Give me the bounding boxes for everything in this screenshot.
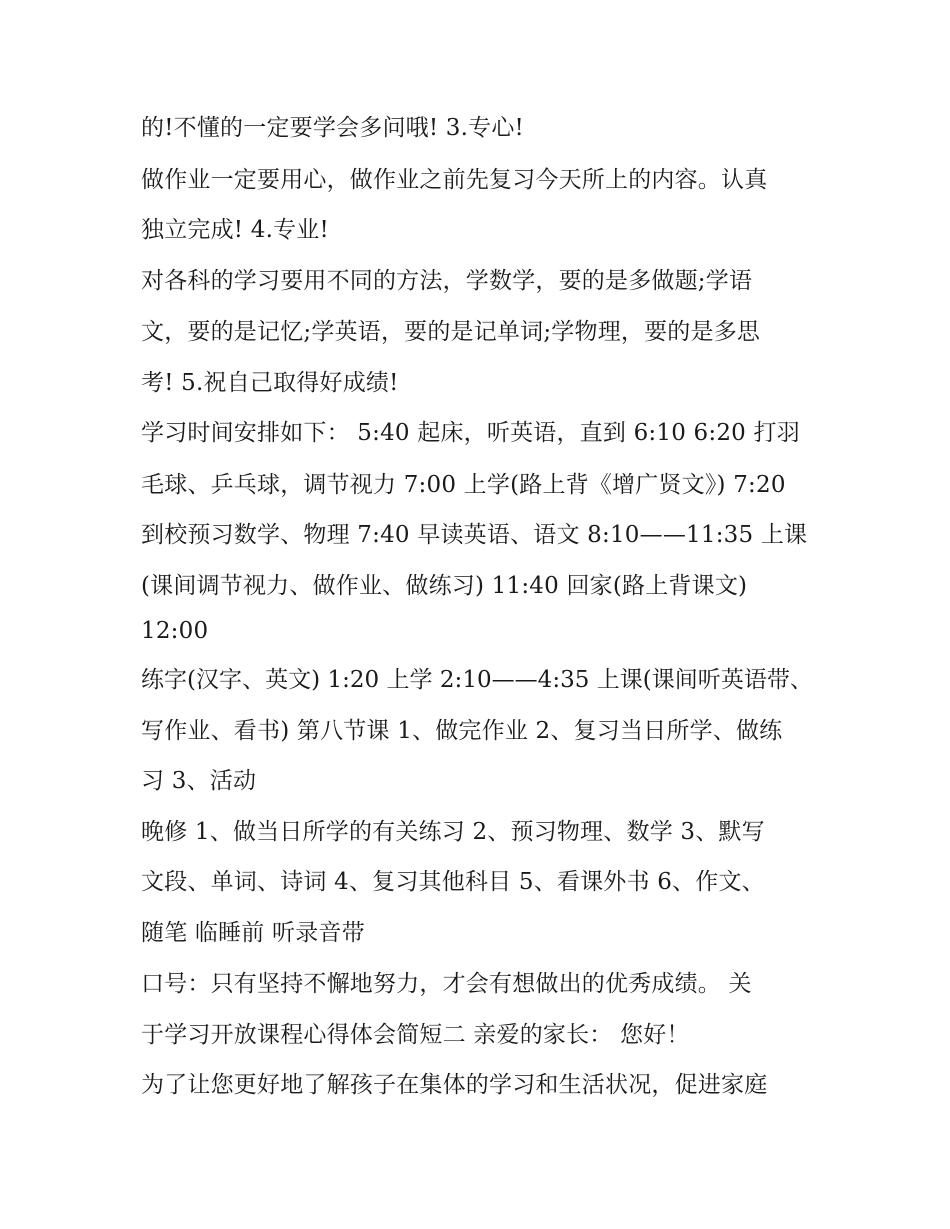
text-line: 文段、单词、诗词 4、复习其他科目 5、看课外书 6、作文、 bbox=[141, 869, 765, 895]
text-line: 习 3、活动 bbox=[141, 768, 257, 794]
text-line: 的!不懂的一定要学会多问哦! 3.专心! bbox=[141, 115, 524, 141]
text-line: (课间调节视力、做作业、做练习) 11:40 回家(路上背课文) bbox=[141, 573, 748, 599]
text-line: 做作业一定要用心，做作业之前先复习今天所上的内容。认真 bbox=[141, 167, 768, 193]
text-line: 口号：只有坚持不懈地努力，才会有想做出的优秀成绩。 关 bbox=[141, 971, 752, 997]
text-line: 考! 5.祝自己取得好成绩! bbox=[141, 370, 399, 396]
text-line: 独立完成! 4.专业! bbox=[141, 217, 329, 243]
text-line: 练字(汉字、英文) 1:20 上学 2:10——4:35 上课(课间听英语带、 bbox=[141, 667, 813, 693]
text-line: 为了让您更好地了解孩子在集体的学习和生活状况，促进家庭 bbox=[141, 1072, 768, 1098]
text-line: 毛球、乒乓球，调节视力 7:00 上学(路上背《增广贤文》) 7:20 bbox=[141, 472, 786, 498]
text-line: 写作业、看书) 第八节课 1、做完作业 2、复习当日所学、做练 bbox=[141, 718, 783, 744]
text-line: 对各科的学习要用不同的方法，学数学，要的是多做题;学语 bbox=[141, 268, 753, 294]
text-line: 随笔 临睡前 听录音带 bbox=[141, 920, 365, 946]
text-line: 到校预习数学、物理 7:40 早读英语、语文 8:10——11:35 上课 bbox=[141, 522, 808, 548]
text-line: 学习时间安排如下： 5:40 起床，听英语，直到 6:10 6:20 打羽 bbox=[141, 420, 800, 446]
text-line: 文，要的是记忆;学英语，要的是记单词;学物理，要的是多思 bbox=[141, 319, 761, 345]
text-line: 12:00 bbox=[141, 618, 209, 644]
text-line: 晚修 1、做当日所学的有关练习 2、预习物理、数学 3、默写 bbox=[141, 819, 765, 845]
text-line: 于学习开放课程心得体会简短二 亲爱的家长： 您好！ bbox=[141, 1022, 690, 1048]
